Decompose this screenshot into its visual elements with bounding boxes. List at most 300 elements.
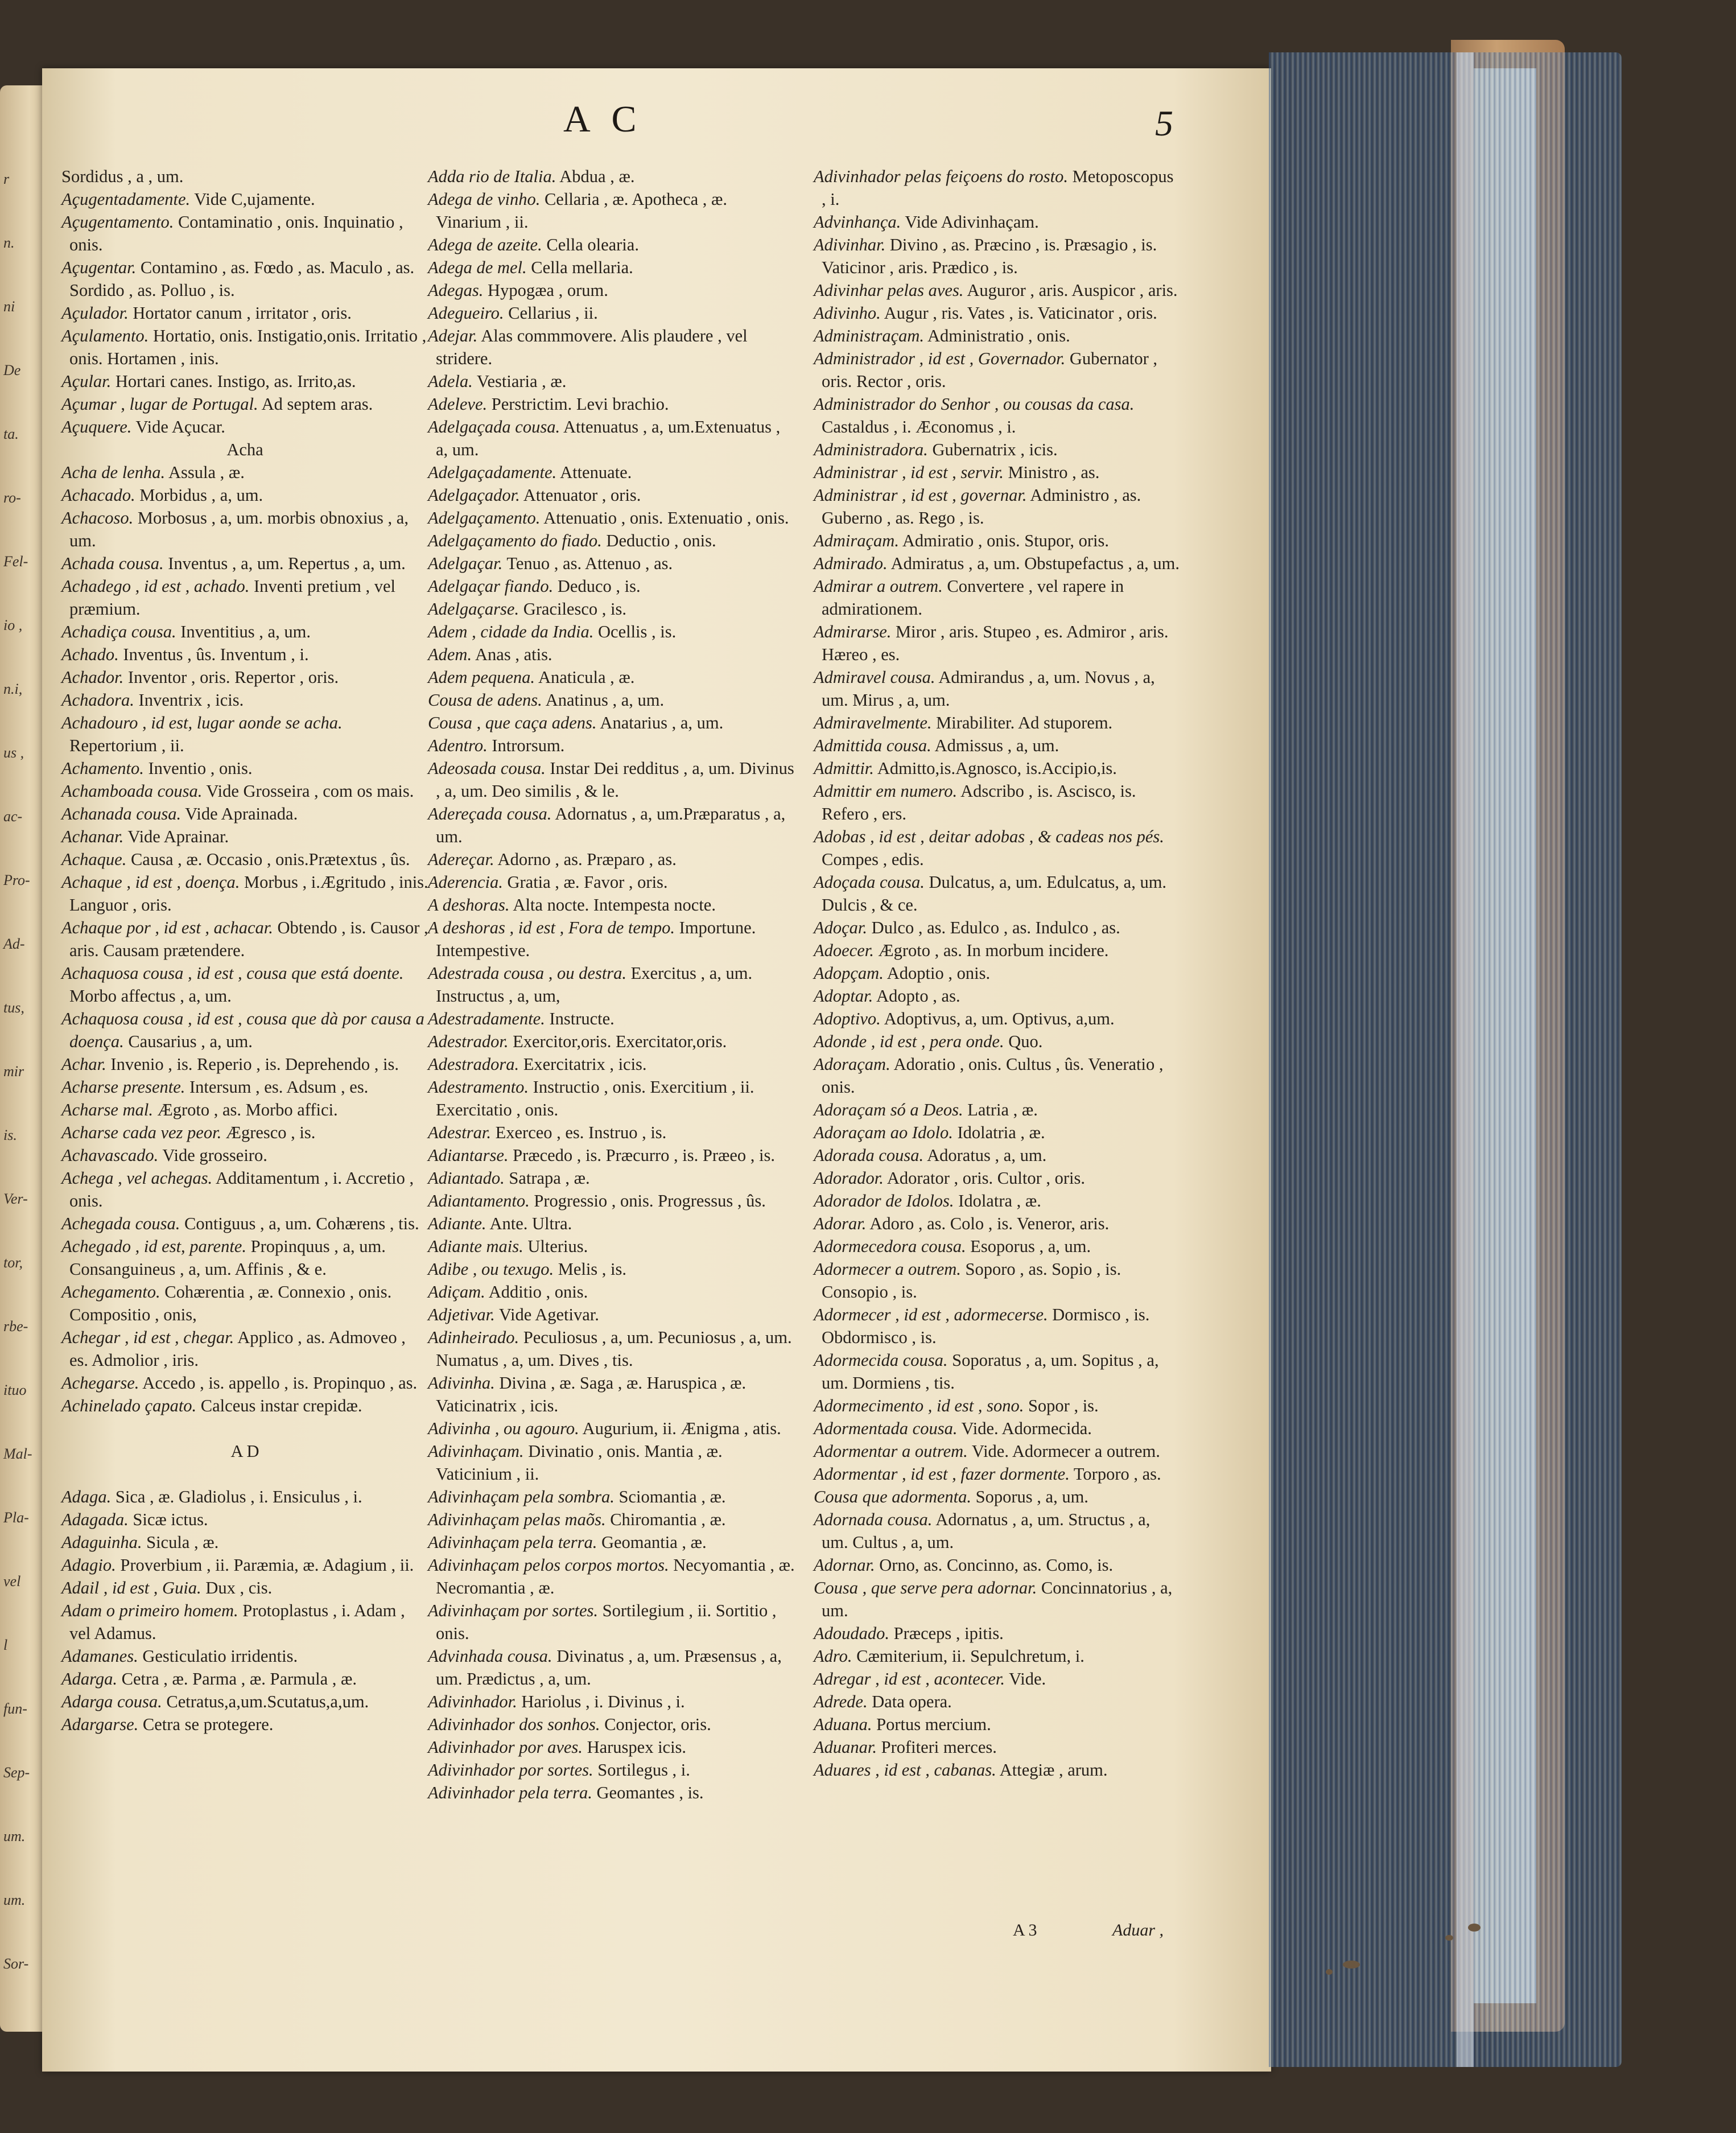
headword: Aduana. bbox=[814, 1715, 872, 1734]
headword: Achegada cousa. bbox=[61, 1214, 180, 1233]
headword: Administrar , id est , governar. bbox=[814, 485, 1027, 505]
dictionary-entry bbox=[428, 1599, 795, 1645]
dictionary-entry bbox=[814, 1622, 1181, 1645]
definition: Accedo , is. appello , is. Propinquo , as. bbox=[139, 1373, 418, 1393]
dictionary-entry bbox=[814, 302, 1181, 324]
dictionary-entry bbox=[428, 643, 795, 666]
definition: Proverbium , ii. Paræmia, æ. Adagium , ii. bbox=[116, 1555, 414, 1575]
headword: Achanada cousa. bbox=[61, 804, 182, 823]
definition: Contamino , as. Fœdo , as. Maculo , as. Sordido , as. Polluo , is. bbox=[69, 258, 415, 300]
dictionary-entry bbox=[428, 1372, 795, 1417]
dictionary-entry bbox=[814, 1098, 1181, 1121]
dictionary-entry bbox=[428, 734, 795, 757]
definition: Alta nocte. Intempesta nocte. bbox=[509, 895, 716, 915]
dictionary-entry bbox=[61, 1576, 428, 1599]
definition: Ægroto , as. In morbum incidere. bbox=[873, 941, 1109, 960]
headword: Admirado. bbox=[814, 554, 888, 573]
definition: Sortilegium , ii. Sortitio , onis. bbox=[436, 1601, 777, 1643]
dictionary-entry bbox=[814, 1235, 1181, 1258]
definition: Vide grosseiro. bbox=[158, 1146, 267, 1165]
definition: Vide Aprainar. bbox=[123, 827, 229, 846]
definition: Hortatio, onis. Instigatio,onis. Irritatio , onis. Hortamen , inis. bbox=[69, 326, 427, 368]
definition: Cetra , æ. Parma , æ. Parmula , æ. bbox=[117, 1669, 357, 1689]
dictionary-entry bbox=[814, 552, 1181, 575]
dictionary-entry bbox=[428, 620, 795, 643]
headword: Açuquere. bbox=[61, 417, 132, 437]
margin-fragment: Pla- bbox=[3, 1509, 29, 1526]
dictionary-entry bbox=[428, 302, 795, 324]
headword: Adobas , id est , deitar adobas , & cadeas nos pés. bbox=[814, 827, 1164, 846]
headword: Adiantado. bbox=[428, 1168, 505, 1188]
dictionary-entry bbox=[428, 1713, 795, 1736]
dictionary-entry bbox=[428, 848, 795, 871]
worm-hole bbox=[1343, 1961, 1360, 1969]
headword: Adestradamente. bbox=[428, 1009, 545, 1028]
dictionary-entry bbox=[814, 233, 1181, 279]
definition: Metoposcopus , i. bbox=[822, 167, 1174, 209]
headword: Achado. bbox=[61, 645, 119, 664]
catchword: Aduar , bbox=[1112, 1921, 1164, 1940]
definition: Contaminatio , onis. Inquinatio , onis. bbox=[69, 212, 403, 254]
dictionary-entry bbox=[61, 370, 428, 393]
margin-fragment: Mal- bbox=[3, 1446, 32, 1462]
headword: Adoudado. bbox=[814, 1624, 890, 1643]
headword: Adinheirado. bbox=[428, 1328, 519, 1347]
definition: Dormisco , is. Obdormisco , is. bbox=[822, 1305, 1150, 1347]
dictionary-entry bbox=[814, 871, 1181, 916]
dictionary-entry bbox=[428, 461, 795, 484]
dictionary-entry bbox=[428, 415, 795, 461]
definition: Exerceo , es. Instruo , is. bbox=[491, 1123, 667, 1142]
dictionary-entry bbox=[61, 1280, 428, 1326]
definition: Attenuatus , a, um.Extenuatus , a, um. bbox=[436, 417, 781, 459]
dictionary-entry bbox=[61, 1667, 428, 1690]
headword: Adiantamento. bbox=[428, 1191, 530, 1210]
definition: Adopto , as. bbox=[873, 986, 960, 1006]
definition: Dux , cis. bbox=[201, 1578, 273, 1597]
dictionary-entry bbox=[61, 393, 428, 415]
dictionary-entry bbox=[61, 1508, 428, 1531]
headword: Acharse presente. bbox=[61, 1077, 185, 1097]
headword: Adegas. bbox=[428, 281, 484, 300]
definition: Hortator canum , irritator , oris. bbox=[128, 303, 352, 323]
definition: Calceus instar crepidæ. bbox=[196, 1396, 362, 1415]
headword: Adestramento. bbox=[428, 1077, 529, 1097]
dictionary-entry bbox=[814, 461, 1181, 484]
definition: Ministro , as. bbox=[1003, 463, 1100, 482]
dictionary-entry bbox=[428, 962, 795, 1007]
definition: Repertorium , ii. bbox=[69, 736, 184, 755]
headword: Adivinhar. bbox=[814, 235, 886, 254]
definition: Cetra se protegere. bbox=[138, 1715, 274, 1734]
headword: Adail , id est , Guia. bbox=[61, 1578, 201, 1597]
definition: Administro , as. Guberno , as. Rego , is. bbox=[822, 485, 1141, 528]
dictionary-entry bbox=[61, 848, 428, 871]
headword: Adornada cousa. bbox=[814, 1510, 933, 1529]
margin-fragment: um. bbox=[3, 1828, 26, 1844]
headword: Acharse cada vez peor. bbox=[61, 1123, 222, 1142]
dictionary-entry bbox=[428, 1076, 795, 1121]
dictionary-entry bbox=[814, 1463, 1181, 1485]
definition: Contiguus , a, um. Cohærens , tis. bbox=[180, 1214, 419, 1233]
margin-fragment: Sep- bbox=[3, 1764, 30, 1781]
margin-fragment: Ver- bbox=[3, 1191, 28, 1207]
dictionary-entry bbox=[428, 165, 795, 188]
definition: Propinquus , a, um. Consanguineus , a, um. Affinis , & e. bbox=[69, 1237, 386, 1279]
definition: Adoro , as. Colo , is. Veneror, aris. bbox=[866, 1214, 1110, 1233]
headword: Açulamento. bbox=[61, 326, 149, 345]
headword: Adam o primeiro homem. bbox=[61, 1601, 238, 1620]
headword: Adivinhador dos sonhos. bbox=[428, 1715, 600, 1734]
definition: Cæmiterium, ii. Sepulchretum, i. bbox=[852, 1646, 1085, 1666]
headword: Adormentar a outrem. bbox=[814, 1442, 968, 1461]
definition: Hypogæa , orum. bbox=[483, 281, 608, 300]
dictionary-entry bbox=[428, 757, 795, 802]
dictionary-entry bbox=[814, 438, 1181, 461]
margin-fragment: ni bbox=[3, 298, 15, 315]
definition: Anatarius , a, um. bbox=[596, 713, 724, 732]
definition: Instructio , onis. Exercitium , ii. Exercitatio , onis. bbox=[436, 1077, 754, 1119]
headword: Adelgaçamento do fiado. bbox=[428, 531, 602, 550]
headword: Adormecer a outrem. bbox=[814, 1259, 961, 1279]
dictionary-entry bbox=[61, 1599, 428, 1645]
definition: Divinatus , a, um. Præsensus , a, um. Prædictus , a, um. bbox=[436, 1646, 782, 1689]
definition: Adoptivus, a, um. Optivus, a,um. bbox=[880, 1009, 1115, 1028]
definition: Sicæ ictus. bbox=[128, 1510, 208, 1529]
definition: Vide Adivinhaçam. bbox=[901, 212, 1039, 232]
dictionary-entry bbox=[428, 279, 795, 302]
definition: Adoptio , onis. bbox=[883, 963, 991, 983]
dictionary-entry bbox=[814, 985, 1181, 1007]
headword: Adestradora. bbox=[428, 1055, 519, 1074]
headword: Adorador de Idolos. bbox=[814, 1191, 954, 1210]
dictionary-entry bbox=[814, 529, 1181, 552]
dictionary-entry bbox=[428, 507, 795, 529]
dictionary-entry bbox=[814, 165, 1181, 211]
definition: Progressio , onis. Progressus , ûs. bbox=[529, 1191, 766, 1210]
dictionary-entry bbox=[428, 1235, 795, 1258]
definition: Ad septem aras. bbox=[258, 394, 373, 414]
definition: Applico , as. Admoveo , es. Admolior , iris. bbox=[69, 1328, 406, 1370]
definition: Admiratus , a, um. Obstupefactus , a, um. bbox=[887, 554, 1180, 573]
headword: Adopçam. bbox=[814, 963, 884, 983]
definition: Sopor , is. bbox=[1024, 1396, 1099, 1415]
headword: Adivinha , ou agouro. bbox=[428, 1419, 579, 1438]
headword: Adegueiro. bbox=[428, 303, 504, 323]
margin-fragment: De bbox=[3, 362, 21, 378]
margin-fragment: n.i, bbox=[3, 681, 23, 697]
dictionary-entry bbox=[814, 211, 1181, 233]
headword: Adelgaçador. bbox=[428, 485, 520, 505]
headword: Adeleve. bbox=[428, 394, 488, 414]
headword: Administrador , id est , Governador. bbox=[814, 349, 1066, 368]
headword: Achacoso. bbox=[61, 508, 134, 528]
column-2 bbox=[428, 165, 795, 1804]
definition: Sciomantia , æ. bbox=[614, 1487, 726, 1506]
headword: Adoraçam ao Idolo. bbox=[814, 1123, 953, 1142]
headword: Adaguinha. bbox=[61, 1533, 142, 1552]
definition: Augur , ris. Vates , is. Vaticinator , oris. bbox=[880, 303, 1157, 323]
definition: Ocellis , is. bbox=[593, 622, 677, 641]
dictionary-entry bbox=[814, 1645, 1181, 1667]
dictionary-entry bbox=[814, 620, 1181, 666]
dictionary-entry bbox=[61, 461, 428, 484]
headword: Adelgaçamento. bbox=[428, 508, 541, 528]
definition: Geomantia , æ. bbox=[597, 1533, 707, 1552]
headword: Achaquosa cousa , id est , cousa que está doente. bbox=[61, 963, 404, 983]
headword: Adornar. bbox=[814, 1555, 875, 1575]
dictionary-entry bbox=[428, 1326, 795, 1372]
dictionary-entry bbox=[814, 1394, 1181, 1417]
headword: Adega de mel. bbox=[428, 258, 527, 277]
headword: Adoptar. bbox=[814, 986, 873, 1006]
headword: Adivinhaçam por sortes. bbox=[428, 1601, 599, 1620]
definition: Vide. Adormecer a outrem. bbox=[967, 1442, 1160, 1461]
headword: Adormecida cousa. bbox=[814, 1350, 948, 1370]
dictionary-entry bbox=[61, 552, 428, 575]
headword: Adamanes. bbox=[61, 1646, 138, 1666]
dictionary-entry bbox=[428, 256, 795, 279]
definition: Adscribo , is. Ascisco, is. Refero , ers. bbox=[822, 781, 1136, 823]
dictionary-entry bbox=[814, 1759, 1181, 1781]
headword: Achacado. bbox=[61, 485, 135, 505]
dictionary-entry bbox=[428, 1167, 795, 1189]
definition: Compes , edis. bbox=[822, 850, 924, 869]
margin-fragment: us , bbox=[3, 744, 24, 761]
headword: Açugentar. bbox=[61, 258, 137, 277]
definition: Ante. Ultra. bbox=[486, 1214, 572, 1233]
definition: Convertere , vel rapere in admirationem. bbox=[822, 577, 1124, 619]
definition: Protoplastus , i. Adam , vel Adamus. bbox=[69, 1601, 405, 1643]
headword: Adormecimento , id est , sono. bbox=[814, 1396, 1024, 1415]
definition: Morbo affectus , a, um. bbox=[69, 986, 232, 1006]
dictionary-entry bbox=[61, 1053, 428, 1076]
dictionary-entry bbox=[814, 1053, 1181, 1098]
headword: A deshoras , id est , Fora de tempo. bbox=[428, 918, 675, 937]
dictionary-entry bbox=[814, 757, 1181, 780]
definition: Inventor , oris. Repertor , oris. bbox=[123, 668, 339, 687]
definition: Gracilesco , is. bbox=[519, 599, 626, 619]
dictionary-entry bbox=[814, 1189, 1181, 1212]
definition: Attenuate. bbox=[556, 463, 632, 482]
headword: Adela. bbox=[428, 372, 473, 391]
dictionary-entry bbox=[428, 1189, 795, 1212]
dictionary-entry bbox=[814, 324, 1181, 347]
dictionary-entry bbox=[814, 1690, 1181, 1713]
dictionary-entry bbox=[814, 939, 1181, 962]
definition: Adornatus , a, um. Structus , a, um. Cultus , a, um. bbox=[822, 1510, 1151, 1552]
dictionary-entry bbox=[61, 1554, 428, 1576]
definition: Admirandus , a, um. Novus , a, um. Mirus , a, um. bbox=[822, 668, 1155, 710]
margin-fragment: is. bbox=[3, 1127, 17, 1143]
headword: Adjetivar. bbox=[428, 1305, 495, 1324]
dictionary-entry bbox=[61, 415, 428, 438]
dictionary-entry bbox=[428, 1531, 795, 1554]
dictionary-entry bbox=[61, 324, 428, 370]
headword: Adaga. bbox=[61, 1487, 112, 1506]
column-3 bbox=[814, 165, 1181, 1781]
definition: Vide Agetivar. bbox=[494, 1305, 599, 1324]
section-heading: Acha bbox=[226, 440, 263, 459]
definition: Administratio , onis. bbox=[924, 326, 1070, 345]
headword: Adarga. bbox=[61, 1669, 117, 1689]
headword: Adivinhador pelas feiçoens do rosto. bbox=[814, 167, 1069, 186]
dictionary-entry bbox=[814, 962, 1181, 985]
dictionary-entry bbox=[61, 1235, 428, 1280]
dictionary-entry bbox=[814, 1508, 1181, 1554]
definition: Perstrictim. Levi brachio. bbox=[487, 394, 669, 414]
dictionary-entry bbox=[61, 1007, 428, 1053]
dictionary-entry bbox=[61, 1098, 428, 1121]
dictionary-entry bbox=[814, 1258, 1181, 1303]
definition: Dulcatus, a, um. Edulcatus, a, um. Dulcis , & ce. bbox=[822, 872, 1167, 915]
definition: Idolatria , æ. bbox=[952, 1123, 1045, 1142]
dictionary-entry bbox=[61, 757, 428, 780]
dictionary-entry bbox=[428, 1690, 795, 1713]
definition: Divina , æ. Saga , æ. Haruspica , æ. Vaticinatrix , icis. bbox=[436, 1373, 747, 1415]
page-number: 5 bbox=[1155, 103, 1173, 143]
dictionary-entry bbox=[61, 1076, 428, 1098]
definition: Adorno , as. Præparo , as. bbox=[494, 850, 677, 869]
dictionary-entry bbox=[428, 1645, 795, 1690]
headword: Achaque. bbox=[61, 850, 127, 869]
headword: Adormentada cousa. bbox=[814, 1419, 958, 1438]
headword: Cousa que adormenta. bbox=[814, 1487, 972, 1506]
headword: Admiravel cousa. bbox=[814, 668, 935, 687]
definition: Anas , atis. bbox=[472, 645, 552, 664]
definition: Cellarius , ii. bbox=[504, 303, 598, 323]
dictionary-entry bbox=[61, 1713, 428, 1736]
headword: Aduanar. bbox=[814, 1737, 877, 1757]
section-spacer bbox=[61, 1417, 428, 1440]
definition: Adorator , oris. Cultor , oris. bbox=[883, 1168, 1085, 1188]
headword: Adivinhador pela terra. bbox=[428, 1783, 592, 1802]
definition: Profiteri merces. bbox=[877, 1737, 997, 1757]
definition: Miror , aris. Stupeo , es. Admiror , aris. Hæreo , es. bbox=[822, 622, 1169, 664]
definition: Soporatus , a, um. Sopitus , a, um. Dormiens , tis. bbox=[822, 1350, 1159, 1393]
definition: Obtendo , is. Causor , aris. Causam prætendere. bbox=[69, 918, 428, 960]
headword: Adelgaçadamente. bbox=[428, 463, 557, 482]
definition: Admiratio , onis. Stupor, oris. bbox=[898, 531, 1109, 550]
definition: Ægroto , as. Morbo affici. bbox=[152, 1100, 338, 1119]
definition: Attegiæ , arum. bbox=[996, 1760, 1108, 1780]
dictionary-entry bbox=[61, 507, 428, 552]
definition: Cohærentia , æ. Connexio , onis. Compositio , onis, bbox=[69, 1282, 392, 1324]
headword: Adargarse. bbox=[61, 1715, 139, 1734]
definition: Quo. bbox=[1004, 1032, 1043, 1051]
dictionary-entry bbox=[428, 188, 795, 233]
dictionary-entry bbox=[61, 1531, 428, 1554]
dictionary-entry bbox=[61, 211, 428, 256]
definition: Ægresco , is. bbox=[221, 1123, 316, 1142]
dictionary-entry bbox=[61, 165, 428, 188]
dictionary-entry bbox=[61, 1372, 428, 1394]
dictionary-entry bbox=[814, 484, 1181, 529]
headword: Achamento. bbox=[61, 759, 144, 778]
headword: Adem , cidade da India. bbox=[428, 622, 594, 641]
headword: Açulador. bbox=[61, 303, 129, 323]
dictionary-entry bbox=[61, 188, 428, 211]
dictionary-entry bbox=[814, 1121, 1181, 1144]
definition: Sica , æ. Gladiolus , i. Ensiculus , i. bbox=[111, 1487, 362, 1506]
dictionary-entry bbox=[428, 1440, 795, 1485]
definition: Vide C,ujamente. bbox=[190, 190, 315, 209]
dictionary-entry bbox=[428, 711, 795, 734]
dictionary-entry bbox=[61, 575, 428, 620]
headword: Adiante mais. bbox=[428, 1237, 523, 1256]
headword: Adagio. bbox=[61, 1555, 116, 1575]
headword: Açumar , lugar de Portugal. bbox=[61, 394, 258, 414]
headword: Adoecer. bbox=[814, 941, 874, 960]
headword: Adoptivo. bbox=[814, 1009, 881, 1028]
running-header: A C bbox=[563, 98, 644, 140]
headword: Achegar , id est , chegar. bbox=[61, 1328, 234, 1347]
definition: Vide Aprainada. bbox=[181, 804, 298, 823]
headword: A deshoras. bbox=[428, 895, 510, 915]
dictionary-entry bbox=[61, 780, 428, 802]
dictionary-entry bbox=[814, 1554, 1181, 1576]
dictionary-entry bbox=[814, 1440, 1181, 1463]
definition: Anatinus , a, um. bbox=[542, 690, 665, 710]
definition: Ulterius. bbox=[523, 1237, 588, 1256]
headword: Achadouro , id est, lugar aonde se acha. bbox=[61, 713, 343, 732]
headword: Adivinhaçam pelos corpos mortos. bbox=[428, 1555, 669, 1575]
headword: Adivinhaçam pela sombra. bbox=[428, 1487, 615, 1506]
dictionary-entry bbox=[428, 1417, 795, 1440]
dictionary-entry bbox=[428, 1212, 795, 1235]
headword: Adivinhaçam. bbox=[428, 1442, 524, 1461]
margin-fragment: Ad- bbox=[3, 936, 25, 952]
headword: Adagada. bbox=[61, 1510, 129, 1529]
definition: Cella olearia. bbox=[542, 235, 639, 254]
definition: Alas commmovere. Alis plaudere , vel stridere. bbox=[436, 326, 748, 368]
headword: Acha de lenha. bbox=[61, 463, 166, 482]
dictionary-entry bbox=[814, 393, 1181, 438]
headword: Adestrada cousa , ou destra. bbox=[428, 963, 627, 983]
definition: Præcedo , is. Præcurro , is. Præeo , is. bbox=[508, 1146, 775, 1165]
dictionary-entry bbox=[814, 1212, 1181, 1235]
margin-fragment: rbe- bbox=[3, 1318, 28, 1335]
headword: Adoçar. bbox=[814, 918, 868, 937]
definition: Divinatio , onis. Mantia , æ. Vaticinium , ii. bbox=[436, 1442, 723, 1484]
definition: Attenuator , oris. bbox=[519, 485, 641, 505]
dictionary-entry bbox=[814, 1713, 1181, 1736]
dictionary-entry bbox=[814, 780, 1181, 825]
definition: Adoratus , a, um. bbox=[923, 1146, 1047, 1165]
definition: Vide. bbox=[1005, 1669, 1046, 1689]
dictionary-entry bbox=[61, 1144, 428, 1167]
headword: Adoçada cousa. bbox=[814, 872, 925, 892]
dictionary-entry bbox=[61, 1690, 428, 1713]
dictionary-entry bbox=[428, 1485, 795, 1508]
dictionary-entry bbox=[814, 1007, 1181, 1030]
headword: Achegado , id est, parente. bbox=[61, 1237, 246, 1256]
headword: Achaquosa cousa , id est , cousa que dà por causa a doença. bbox=[61, 1009, 424, 1051]
definition: Inventus , a, um. Repertus , a, um. bbox=[163, 554, 406, 573]
definition: Sordidus , a , um. bbox=[61, 167, 184, 186]
definition: Conjector, oris. bbox=[600, 1715, 711, 1734]
definition: Satrapa , æ. bbox=[504, 1168, 590, 1188]
section-spacer bbox=[61, 1463, 428, 1485]
dictionary-entry bbox=[61, 666, 428, 689]
definition: Soporus , a, um. bbox=[971, 1487, 1088, 1506]
definition: Admitto,is.Agnosco, is.Accipio,is. bbox=[873, 759, 1117, 778]
definition: Additio , onis. bbox=[485, 1282, 588, 1302]
dictionary-entry bbox=[814, 1417, 1181, 1440]
definition: Orno, as. Concinno, as. Como, is. bbox=[875, 1555, 1114, 1575]
margin-fragment: fun- bbox=[3, 1700, 27, 1717]
headword: Adormecedora cousa. bbox=[814, 1237, 966, 1256]
